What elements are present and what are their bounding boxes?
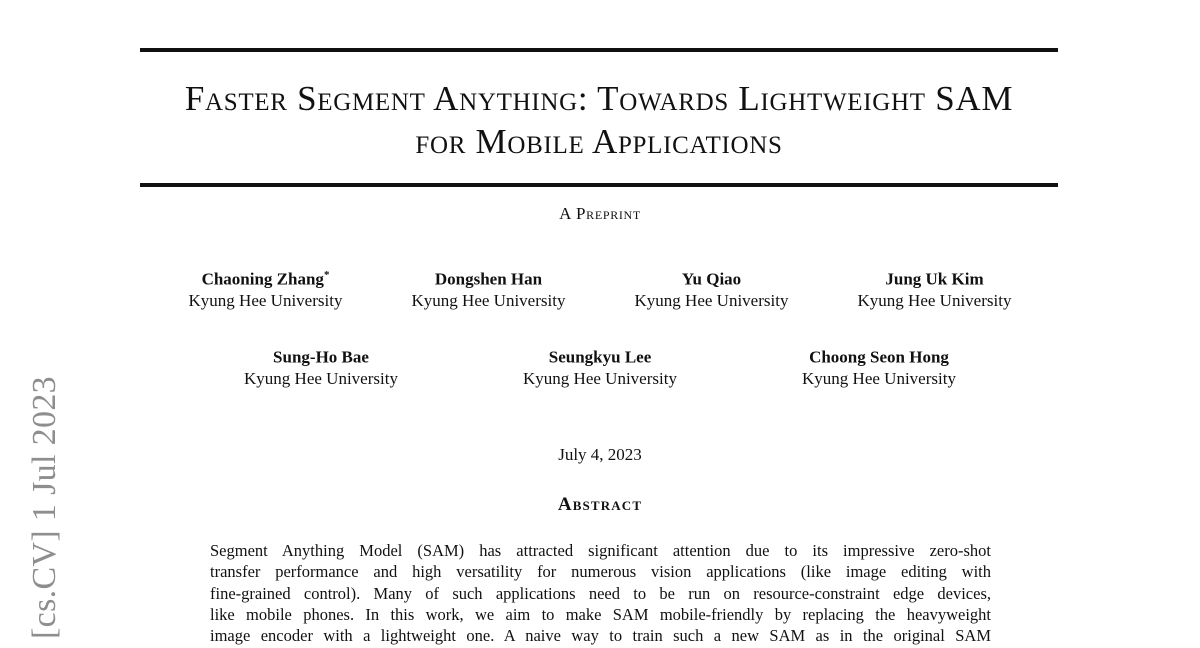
author-name: [517, 343, 683, 368]
submission-date: July 4, 2023: [558, 445, 642, 464]
author-block: [183, 265, 349, 311]
author-name-text: Yu Qiao: [681, 269, 742, 289]
author-block: [406, 265, 572, 311]
author-row-2: [0, 343, 1200, 389]
author-affiliation: Kyung Hee University: [523, 368, 677, 388]
abstract-text: [210, 540, 991, 646]
preprint-label: A Preprint: [559, 204, 641, 223]
author-footnote-marker: *: [323, 269, 330, 281]
author-name-text: Choong Seon Hong: [809, 347, 949, 367]
author-block: [517, 343, 683, 389]
author-name: [852, 265, 1018, 290]
author-block: [629, 265, 795, 311]
paper-title: [140, 77, 1058, 163]
paper-title-line-2: for Mobile Applications: [415, 122, 783, 161]
author-block: [238, 343, 404, 389]
abstract-line: Segment Anything Model (SAM) has attracted significant attention due to its impressive zero-shot: [210, 541, 991, 560]
author-name-text: Jung Uk Kim: [885, 269, 984, 289]
author-affiliation: Kyung Hee University: [802, 368, 956, 388]
author-name-text: Seungkyu Lee: [548, 347, 652, 367]
author-name: [238, 343, 404, 368]
author-name-text: Dongshen Han: [434, 269, 543, 289]
author-name: [629, 265, 795, 290]
author-affiliation: Kyung Hee University: [188, 290, 343, 310]
author-block: [796, 343, 962, 389]
author-name: [183, 265, 349, 290]
author-block: [852, 265, 1018, 311]
abstract-line: like mobile phones. In this work, we aim to make SAM mobile-friendly by replacing the heavyweight: [210, 604, 991, 624]
paper-title-line-1: Faster Segment Anything: Towards Lightweight SAM: [184, 79, 1014, 118]
abstract-heading: Abstract: [557, 494, 643, 515]
author-name: [406, 265, 572, 290]
author-name-text: Chaoning Zhang: [201, 269, 324, 289]
title-rule-bottom: [140, 183, 1058, 187]
author-affiliation: Kyung Hee University: [411, 290, 566, 310]
author-name: [796, 343, 962, 368]
abstract-line: transfer performance and high versatility for numerous vision applications (like image editing with: [210, 562, 991, 582]
author-affiliation: Kyung Hee University: [244, 368, 398, 388]
author-affiliation: Kyung Hee University: [634, 290, 789, 310]
abstract-line: image encoder with a lightweight one. A naive way to train such a new SAM as in the original SAM: [210, 626, 991, 646]
arxiv-category-watermark: [cs.CV] 1 Jul 2023: [26, 376, 63, 639]
abstract-line: fine-grained control). Many of such applications need to be run on resource-constraint edge devices,: [210, 583, 991, 603]
author-row-1: [0, 265, 1200, 311]
author-name-text: Sung-Ho Bae: [273, 347, 369, 367]
author-affiliation: Kyung Hee University: [857, 290, 1012, 310]
title-rule-top: [140, 48, 1058, 52]
